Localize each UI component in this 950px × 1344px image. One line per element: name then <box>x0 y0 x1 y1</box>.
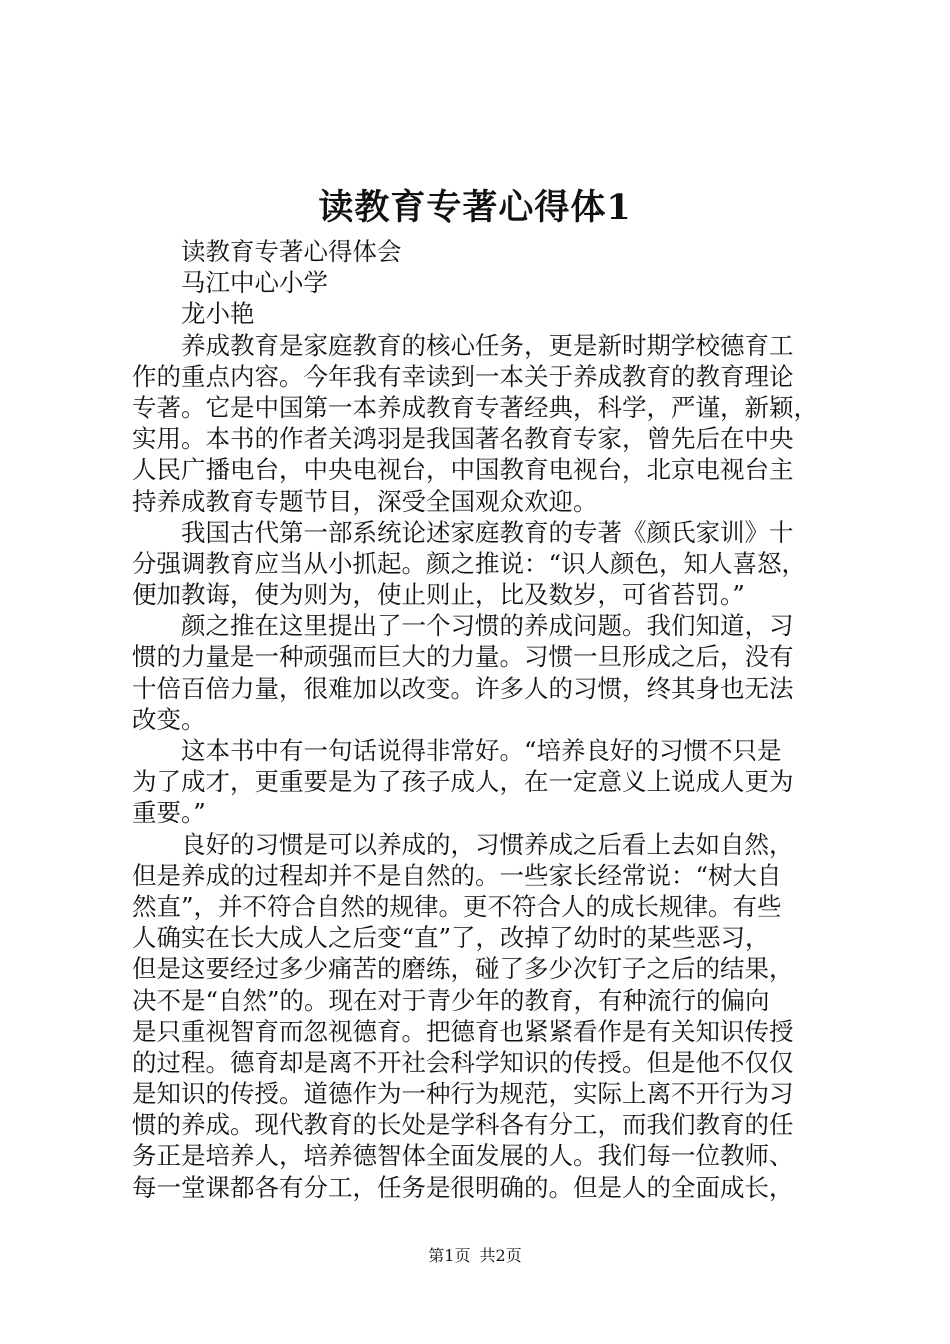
body-line: 重要。” <box>132 798 206 828</box>
document-title: 读教育专著心得体1 <box>318 187 632 228</box>
document-body <box>132 236 837 1203</box>
body-line: 读教育专著心得体会 <box>181 237 402 266</box>
page-number-current: 第1页 <box>428 1246 471 1265</box>
body-line: 我国古代第一部系统论述家庭教育的专著《颜氏家训》十 <box>181 517 794 547</box>
body-line: 然直”，并不符合自然的规律。更不符合人的成长规律。有些 <box>132 891 782 921</box>
body-line: 改变。 <box>132 704 206 734</box>
body-line: 作的重点内容。今年我有幸读到一本关于养成教育的教育理论 <box>132 361 794 391</box>
body-line: 每一堂课都各有分工，任务是很明确的。但是人的全面成长， <box>132 1172 794 1202</box>
body-line: 惯的养成。现代教育的长处是学科各有分工，而我们教育的任 <box>132 1110 794 1140</box>
page-number-total: 共2页 <box>479 1246 522 1265</box>
body-line: 分强调教育应当从小抓起。颜之推说：“识人颜色，知人喜怒， <box>132 548 807 578</box>
page-footer <box>0 1244 950 1268</box>
body-line: 颜之推在这里提出了一个习惯的养成问题。我们知道，习 <box>181 611 794 641</box>
body-line: 但是养成的过程却并不是自然的。一些家长经常说：“树大自 <box>132 860 782 890</box>
body-line: 是只重视智育而忽视德育。把德育也紧紧看作是有关知识传授 <box>132 1016 794 1046</box>
body-line: 是知识的传授。道德作为一种行为规范，实际上离不开行为习 <box>132 1079 794 1109</box>
body-line: 实用。本书的作者关鸿羽是我国著名教育专家，曾先后在中央 <box>132 424 794 454</box>
body-line: 龙小艳 <box>181 299 255 329</box>
body-line: 但是这要经过多少痛苦的磨练，碰了多少次钉子之后的结果， <box>132 954 794 984</box>
body-line: 良好的习惯是可以养成的，习惯养成之后看上去如自然， <box>181 829 794 859</box>
body-line: 决不是“自然”的。现在对于青少年的教育，有种流行的偏向 <box>132 985 770 1015</box>
body-line: 马江中心小学 <box>181 268 328 298</box>
body-line: 务正是培养人，培养德智体全面发展的人。我们每一位教师、 <box>132 1141 794 1171</box>
body-line: 养成教育是家庭教育的核心任务，更是新时期学校德育工 <box>181 330 794 360</box>
body-line: 惯的力量是一种顽强而巨大的力量。习惯一旦形成之后，没有 <box>132 642 794 672</box>
body-line: 的过程。德育却是离不开社会科学知识的传授。但是他不仅仅 <box>132 1047 794 1077</box>
body-line: 便加教诲，使为则为，使止则止，比及数岁，可省苔罚。” <box>132 580 745 610</box>
body-line: 十倍百倍力量，很难加以改变。许多人的习惯，终其身也无法 <box>132 673 794 703</box>
body-line: 这本书中有一句话说得非常好。“培养良好的习惯不只是 <box>181 736 782 765</box>
body-line: 专著。它是中国第一本养成教育专著经典，科学，严谨，新颖， <box>132 392 818 422</box>
body-line: 人民广播电台，中央电视台，中国教育电视台，北京电视台主 <box>132 455 794 485</box>
body-line: 人确实在长大成人之后变“直”了，改掉了幼时的某些恶习， <box>132 923 770 953</box>
body-line: 为了成才，更重要是为了孩子成人，在一定意义上说成人更为 <box>132 767 794 797</box>
body-line: 持养成教育专题节目，深受全国观众欢迎。 <box>132 486 598 516</box>
